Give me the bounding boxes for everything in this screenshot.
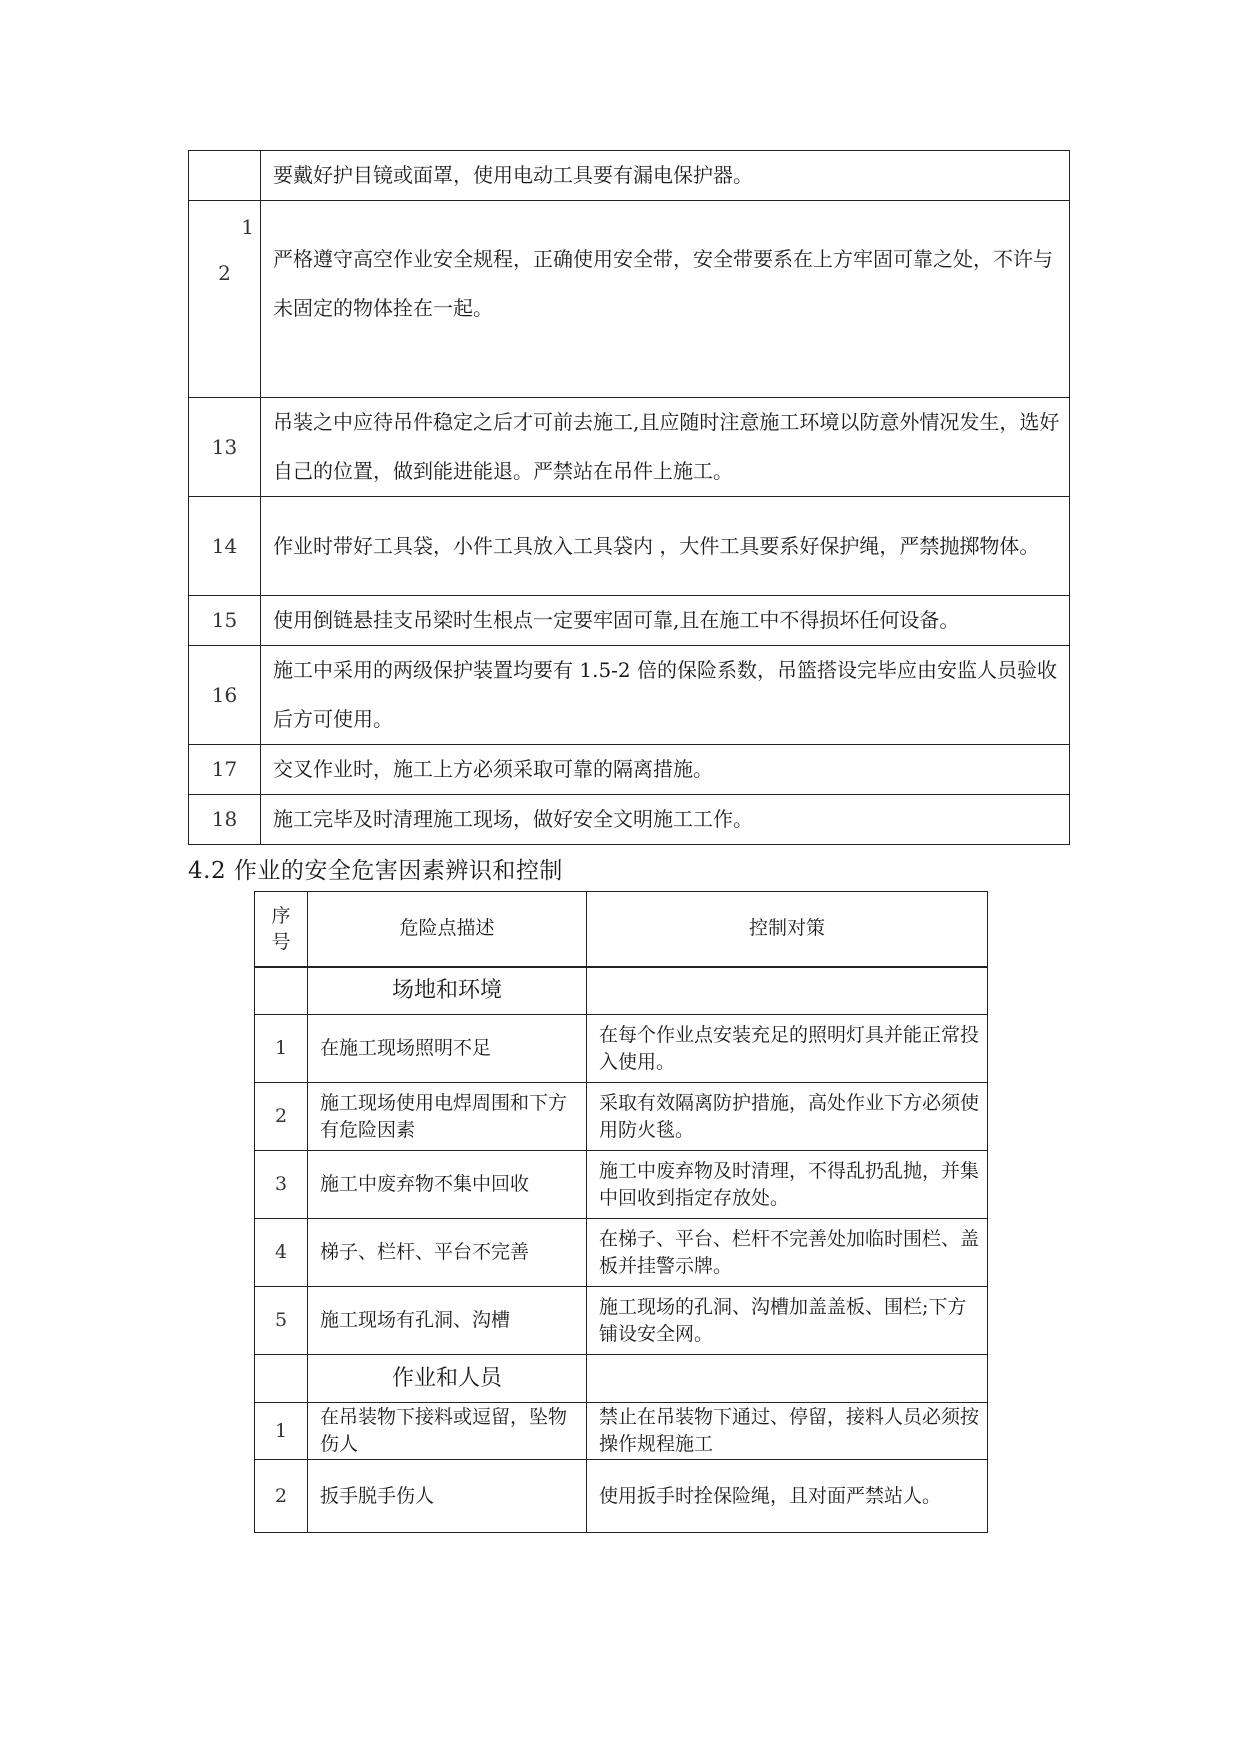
header-number-line: 序 [271,904,291,927]
control-measure: 采取有效隔离防护措施，高处作业下方必须使用防火毯。 [587,1083,988,1151]
header-number [255,892,308,967]
measure-text [261,201,1070,398]
row-number-cell: 4 [255,1219,308,1287]
measure-text: 要戴好护目镜或面罩，使用电动工具要有漏电保护器。 [261,151,1070,201]
measure-text: 使用倒链悬挂支吊梁时生根点一定要牢固可靠,且在施工中不得损坏任何设备。 [261,596,1070,646]
row-number-cell [189,151,261,201]
row-number-cell: 2 [255,1460,308,1533]
hazard-description: 在吊装物下接料或逗留，坠物伤人 [308,1403,587,1460]
table-header-row [255,892,988,967]
table-row [255,1219,988,1287]
table-row [189,795,1070,845]
hazard-description: 扳手脱手伤人 [308,1460,587,1533]
group-title: 作业和人员 [308,1355,587,1403]
group-empty-cell [587,967,988,1015]
row-number-cell: 3 [255,1151,308,1219]
group-title: 场地和环境 [308,967,587,1015]
control-measure: 施工现场的孔洞、沟槽加盖盖板、围栏;下方铺设安全网。 [587,1287,988,1355]
measure-text: 作业时带好工具袋，小件工具放入工具袋内 ，大件工具要系好保护绳，严禁抛掷物体。 [261,497,1070,596]
header-measure: 控制对策 [587,892,988,967]
row-number-cell: 13 [189,398,261,497]
measure-text-content: 严格遵守高空作业安全规程，正确使用安全带，安全带要系在上方牢固可靠之处，不许与未固定的物体拴在一起。 [273,247,1053,320]
measure-text: 施工完毕及时清理施工现场，做好安全文明施工工作。 [261,795,1070,845]
table-row [189,398,1070,497]
group-row [255,967,988,1015]
control-measure: 在梯子、平台、栏杆不完善处加临时围栏、盖板并挂警示牌。 [587,1219,988,1287]
table-row [255,1403,988,1460]
hazard-description: 梯子、栏杆、平台不完善 [308,1219,587,1287]
table-row [189,646,1070,745]
table-row [255,1460,988,1533]
row-number-part: 2 [218,261,231,285]
row-number-cell: 15 [189,596,261,646]
table-row [189,151,1070,201]
row-number-part: 1 [241,215,254,239]
section-heading: 4.2 作业的安全危害因素辨识和控制 [188,858,563,884]
control-measure: 使用扳手时拴保险绳，且对面严禁站人。 [587,1460,988,1533]
measure-text: 吊装之中应待吊件稳定之后才可前去施工,且应随时注意施工环境以防意外情况发生，选好自己的位置，做到能进能退。严禁站在吊件上施工。 [261,398,1070,497]
measure-text: 施工中采用的两级保护装置均要有 1.5-2 倍的保险系数，吊篮搭设完毕应由安监人员验收后方可使用。 [261,646,1070,745]
header-description: 危险点描述 [308,892,587,967]
row-number-cell: 18 [189,795,261,845]
hazard-description: 在施工现场照明不足 [308,1015,587,1083]
hazard-control-table [254,891,988,1533]
hazard-description: 施工现场有孔洞、沟槽 [308,1287,587,1355]
control-measure: 禁止在吊装物下通过、停留，接料人员必须按操作规程施工 [587,1403,988,1460]
control-measure: 施工中废弃物及时清理，不得乱扔乱抛，并集中回收到指定存放处。 [587,1151,988,1219]
safety-measures-table [188,150,1070,845]
table-row [255,1287,988,1355]
measure-text: 交叉作业时，施工上方必须采取可靠的隔离措施。 [261,745,1070,795]
group-row [255,1355,988,1403]
table-row [189,596,1070,646]
table-row [189,745,1070,795]
row-number-cell: 16 [189,646,261,745]
hazard-description: 施工现场使用电焊周围和下方有危险因素 [308,1083,587,1151]
row-number-cell: 14 [189,497,261,596]
row-number-cell: 1 [255,1403,308,1460]
table-row [189,497,1070,596]
row-number-cell: 17 [189,745,261,795]
group-empty-cell [255,1355,308,1403]
table-row [189,201,1070,398]
row-number-cell: 2 [255,1083,308,1151]
table-row [255,1151,988,1219]
group-empty-cell [255,967,308,1015]
row-number-cell [189,201,261,398]
control-measure: 在每个作业点安装充足的照明灯具并能正常投入使用。 [587,1015,988,1083]
row-number-cell: 5 [255,1287,308,1355]
table-row [255,1015,988,1083]
header-number-line: 号 [271,930,291,953]
table-row [255,1083,988,1151]
group-empty-cell [587,1355,988,1403]
hazard-description: 施工中废弃物不集中回收 [308,1151,587,1219]
row-number-cell: 1 [255,1015,308,1083]
